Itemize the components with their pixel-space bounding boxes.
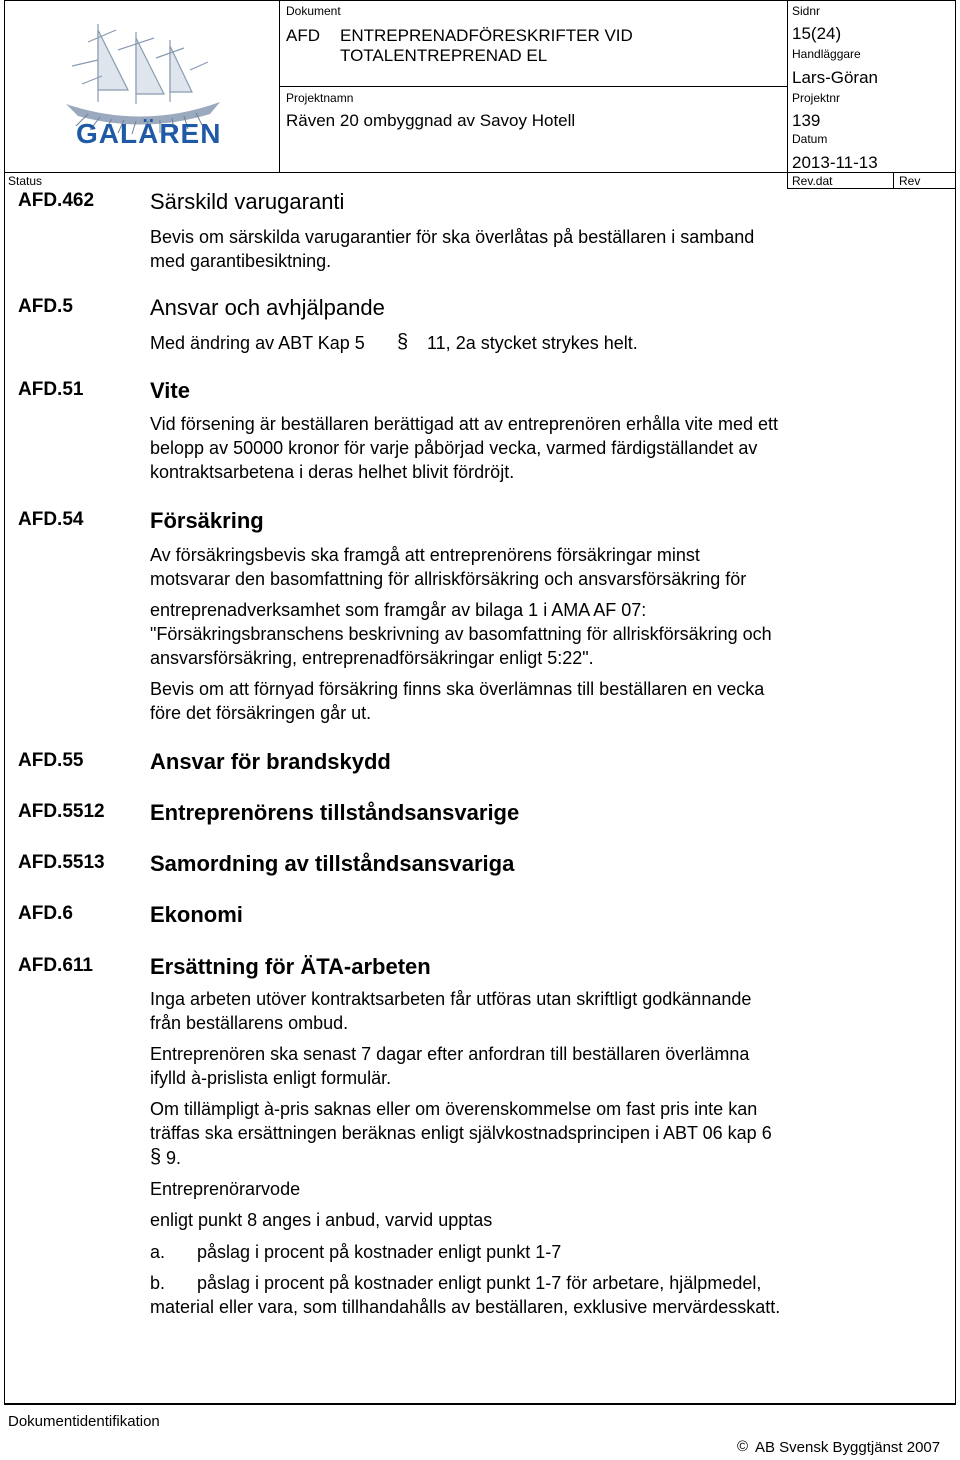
- footer-rule: [4, 1404, 956, 1405]
- section-heading: Entreprenörens tillståndsansvarige: [150, 800, 520, 825]
- body-text: entreprenadverksamhet som framgår av bilaga 1 i AMA AF 07:: [150, 600, 647, 620]
- dokument-code: AFD: [286, 26, 320, 45]
- header-divider-right: [787, 0, 788, 188]
- list-item: påslag i procent på kostnader enligt punkt 1-7: [197, 1242, 562, 1262]
- list-marker: b.: [150, 1273, 166, 1293]
- page-frame: [4, 0, 956, 1404]
- body-text: kontraktsarbetena i deras helhet blivit fördröjt.: [150, 462, 515, 482]
- projektnr-value: 139: [792, 111, 821, 130]
- body-text: träffas ska ersättningen beräknas enligt självkostnadsprincipen i ABT 06 kap 6: [150, 1123, 772, 1143]
- header-rule-3: [787, 188, 956, 189]
- section-code: AFD.55: [18, 750, 84, 771]
- section-code: AFD.5513: [18, 852, 105, 873]
- projektnamn-value: Räven 20 ombyggnad av Savoy Hotell: [286, 111, 576, 130]
- list-marker: a.: [150, 1242, 166, 1262]
- list-item-continued: material eller vara, som tillhandahålls av beställaren, exklusive mervärdesskatt.: [150, 1297, 781, 1317]
- body-text: "Försäkringsbranschens beskrivning av basomfattning för allriskförsäkring och: [150, 624, 772, 644]
- section-heading: Särskild varugaranti: [150, 189, 345, 214]
- body-text: Bevis om särskilda varugarantier för ska överlåtas på beställaren i samband: [150, 227, 755, 247]
- body-text: från beställarens ombud.: [150, 1013, 349, 1033]
- body-text: Om tillämpligt à-pris saknas eller om överenskommelse om fast pris inte kan: [150, 1099, 758, 1119]
- body-text: Bevis om att förnyad försäkring finns ska överlämnas till beställaren en vecka: [150, 679, 765, 699]
- body-text: 11, 2a stycket strykes helt.: [427, 333, 638, 353]
- body-text: Av försäkringsbevis ska framgå att entreprenörens försäkringar minst: [150, 545, 700, 565]
- dokument-label: Dokument: [286, 4, 341, 18]
- body-text: ifylld à-prislista enligt formulär.: [150, 1068, 392, 1088]
- dokument-title-2: TOTALENTREPRENAD EL: [340, 46, 548, 65]
- section-code: AFD.5512: [18, 801, 105, 822]
- body-text: Entreprenören ska senast 7 dagar efter anfordran till beställaren överlämna: [150, 1044, 750, 1064]
- datum-value: 2013-11-13: [792, 153, 878, 172]
- paragraph-symbol: §: [150, 1146, 162, 1168]
- doc-id-label: Dokumentidentifikation: [8, 1413, 160, 1430]
- revdat-label: Rev.dat: [792, 174, 833, 188]
- section-code: AFD.51: [18, 379, 84, 400]
- body-text: Entreprenörarvode: [150, 1179, 301, 1199]
- projektnamn-label: Projektnamn: [286, 91, 354, 105]
- section-heading: Ansvar och avhjälpande: [150, 295, 385, 320]
- body-text: belopp av 50000 kronor för varje påbörjad vecka, varmed färdigställandet av: [150, 438, 758, 458]
- section-heading: Samordning av tillståndsansvariga: [150, 851, 515, 876]
- copyright-symbol: ©: [737, 1438, 749, 1455]
- body-text: enligt punkt 8 anges i anbud, varvid upptas: [150, 1210, 493, 1230]
- section-code: AFD.5: [18, 296, 73, 317]
- header-rule-1: [279, 86, 787, 87]
- body-text: Inga arbeten utöver kontraktsarbeten får utföras utan skriftligt godkännande: [150, 989, 752, 1009]
- logo-text: GALÄREN: [76, 118, 222, 149]
- paragraph-symbol: §: [397, 331, 409, 353]
- section-heading: Ansvar för brandskydd: [150, 749, 391, 774]
- rev-label: Rev: [899, 174, 921, 188]
- projektnr-label: Projektnr: [792, 91, 841, 105]
- body-text: 9.: [166, 1148, 182, 1168]
- body-text: Med ändring av ABT Kap 5: [150, 333, 365, 353]
- body-text: ansvarsförsäkring, entreprenadförsäkringar enligt 5:22".: [150, 648, 594, 668]
- body-text: med garantibesiktning.: [150, 251, 332, 271]
- copyright-text: AB Svensk Byggtjänst 2007: [755, 1439, 941, 1456]
- section-code: AFD.6: [18, 903, 73, 924]
- datum-label: Datum: [792, 132, 828, 146]
- body-text: motsvarar den basomfattning för allriskförsäkring och ansvarsförsäkring för: [150, 569, 747, 589]
- handlaggare-value: Lars-Göran: [792, 68, 878, 87]
- section-heading: Försäkring: [150, 508, 264, 533]
- body-text: före det försäkringen går ut.: [150, 703, 372, 723]
- dokument-title-1: ENTREPRENADFÖRESKRIFTER VID: [340, 26, 633, 45]
- body-text: Vid försening är beställaren berättigad att av entreprenören erhålla vite med ett: [150, 414, 779, 434]
- section-code: AFD.611: [18, 955, 93, 976]
- section-code: AFD.462: [18, 190, 95, 211]
- sidnr-label: Sidnr: [792, 4, 821, 18]
- list-item: påslag i procent på kostnader enligt punkt 1-7 för arbetare, hjälpmedel,: [197, 1273, 762, 1293]
- handlaggare-label: Handläggare: [792, 47, 861, 61]
- status-label: Status: [8, 174, 43, 188]
- section-heading: Ersättning för ÄTA-arbeten: [150, 954, 431, 979]
- section-heading: Ekonomi: [150, 902, 243, 927]
- sidnr-value: 15(24): [792, 24, 842, 43]
- header-divider-rev: [893, 172, 894, 188]
- section-heading: Vite: [150, 378, 190, 403]
- section-code: AFD.54: [18, 509, 84, 530]
